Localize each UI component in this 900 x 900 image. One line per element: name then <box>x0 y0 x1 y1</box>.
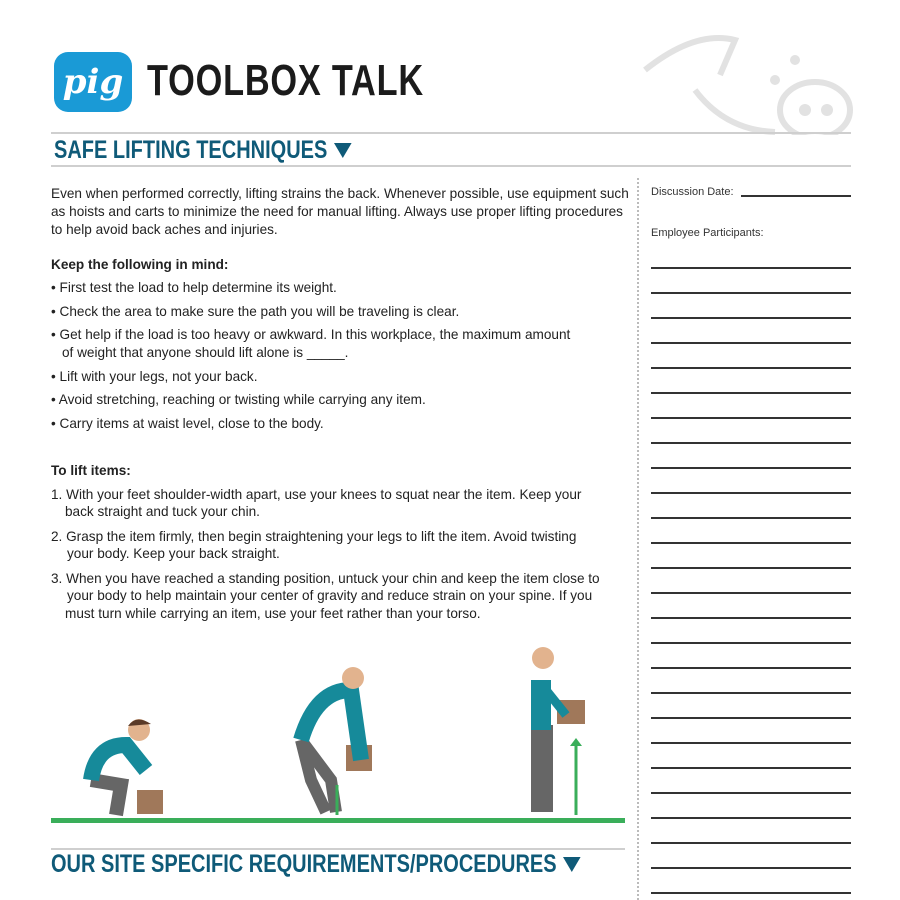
lifting-illustration <box>51 640 631 820</box>
section-heading-safe-lifting <box>54 136 351 165</box>
step: 2. Grasp the item firmly, then begin straightening your legs to lift the item. Avoid twisting <box>51 529 577 544</box>
participant-line[interactable] <box>651 367 851 369</box>
participant-line[interactable] <box>651 417 851 419</box>
lift-heading: To lift items: <box>51 463 131 478</box>
page-title: TOOLBOX TALK <box>147 56 424 105</box>
participant-line[interactable] <box>651 292 851 294</box>
section-title: SAFE LIFTING TECHNIQUES <box>54 136 328 164</box>
section-heading-site-specific <box>51 850 581 879</box>
divider <box>51 132 851 134</box>
list-item: • Lift with your legs, not your back. <box>51 369 258 384</box>
list-item: • Get help if the load is too heavy or awkward. In this workplace, the maximum amount <box>51 327 571 342</box>
participant-line[interactable] <box>651 817 851 819</box>
step: 1. With your feet shoulder-width apart, use your knees to squat near the item. Keep your <box>51 487 582 502</box>
participant-line[interactable] <box>651 892 851 894</box>
keep-heading: Keep the following in mind: <box>51 257 229 272</box>
step-cont: must turn while carrying an item, use your feet rather than your torso. <box>65 606 481 621</box>
intro-paragraph: Even when performed correctly, lifting strains the back. Whenever possible, use equipment such as hoists and carts to minimize the need for manual lifting. Always use proper lifting procedures to help avoid back aches and injuries. <box>51 186 629 237</box>
discussion-date-label: Discussion Date: <box>651 186 734 198</box>
participant-line[interactable] <box>651 392 851 394</box>
participant-line[interactable] <box>651 742 851 744</box>
participant-line[interactable] <box>651 442 851 444</box>
participant-line[interactable] <box>651 767 851 769</box>
pig-logo <box>54 52 132 112</box>
dotted-separator <box>637 178 639 900</box>
step-cont: back straight and tuck your chin. <box>65 504 260 519</box>
participant-line[interactable] <box>651 617 851 619</box>
participant-line[interactable] <box>651 592 851 594</box>
bending-figure <box>301 667 372 815</box>
participant-line[interactable] <box>651 692 851 694</box>
participant-line[interactable] <box>651 267 851 269</box>
participant-line[interactable] <box>651 642 851 644</box>
participant-line[interactable] <box>651 717 851 719</box>
standing-figure <box>532 647 585 815</box>
step: 3. When you have reached a standing position, untuck your chin and keep the item close to <box>51 571 600 586</box>
section-title: OUR SITE SPECIFIC REQUIREMENTS/PROCEDURES <box>51 850 557 878</box>
logo-text: pig <box>62 62 124 102</box>
divider <box>51 165 851 167</box>
participant-line[interactable] <box>651 842 851 844</box>
discussion-date-field[interactable] <box>741 195 851 197</box>
triangle-down-icon <box>563 857 581 872</box>
participant-line[interactable] <box>651 542 851 544</box>
step-cont: your body. Keep your back straight. <box>67 546 280 561</box>
participant-line[interactable] <box>651 567 851 569</box>
triangle-down-icon <box>334 143 352 158</box>
pig-mascot-watermark <box>635 20 865 135</box>
participant-line[interactable] <box>651 517 851 519</box>
participant-line[interactable] <box>651 342 851 344</box>
squat-figure <box>91 719 163 815</box>
participant-line[interactable] <box>651 667 851 669</box>
list-item-cont: of weight that anyone should lift alone is _____. <box>62 345 349 360</box>
participants-label: Employee Participants: <box>651 227 764 239</box>
participant-line[interactable] <box>651 492 851 494</box>
list-item: • Avoid stretching, reaching or twisting while carrying any item. <box>51 392 426 407</box>
list-item: • First test the load to help determine its weight. <box>51 280 337 295</box>
ground-line <box>51 818 625 823</box>
list-item: • Check the area to make sure the path you will be traveling is clear. <box>51 304 460 319</box>
participant-line[interactable] <box>651 792 851 794</box>
participant-line[interactable] <box>651 317 851 319</box>
list-item: • Carry items at waist level, close to the body. <box>51 416 324 431</box>
participant-line[interactable] <box>651 867 851 869</box>
participant-line[interactable] <box>651 467 851 469</box>
step-cont: your body to help maintain your center of gravity and reduce strain on your spine. If you <box>67 588 593 603</box>
